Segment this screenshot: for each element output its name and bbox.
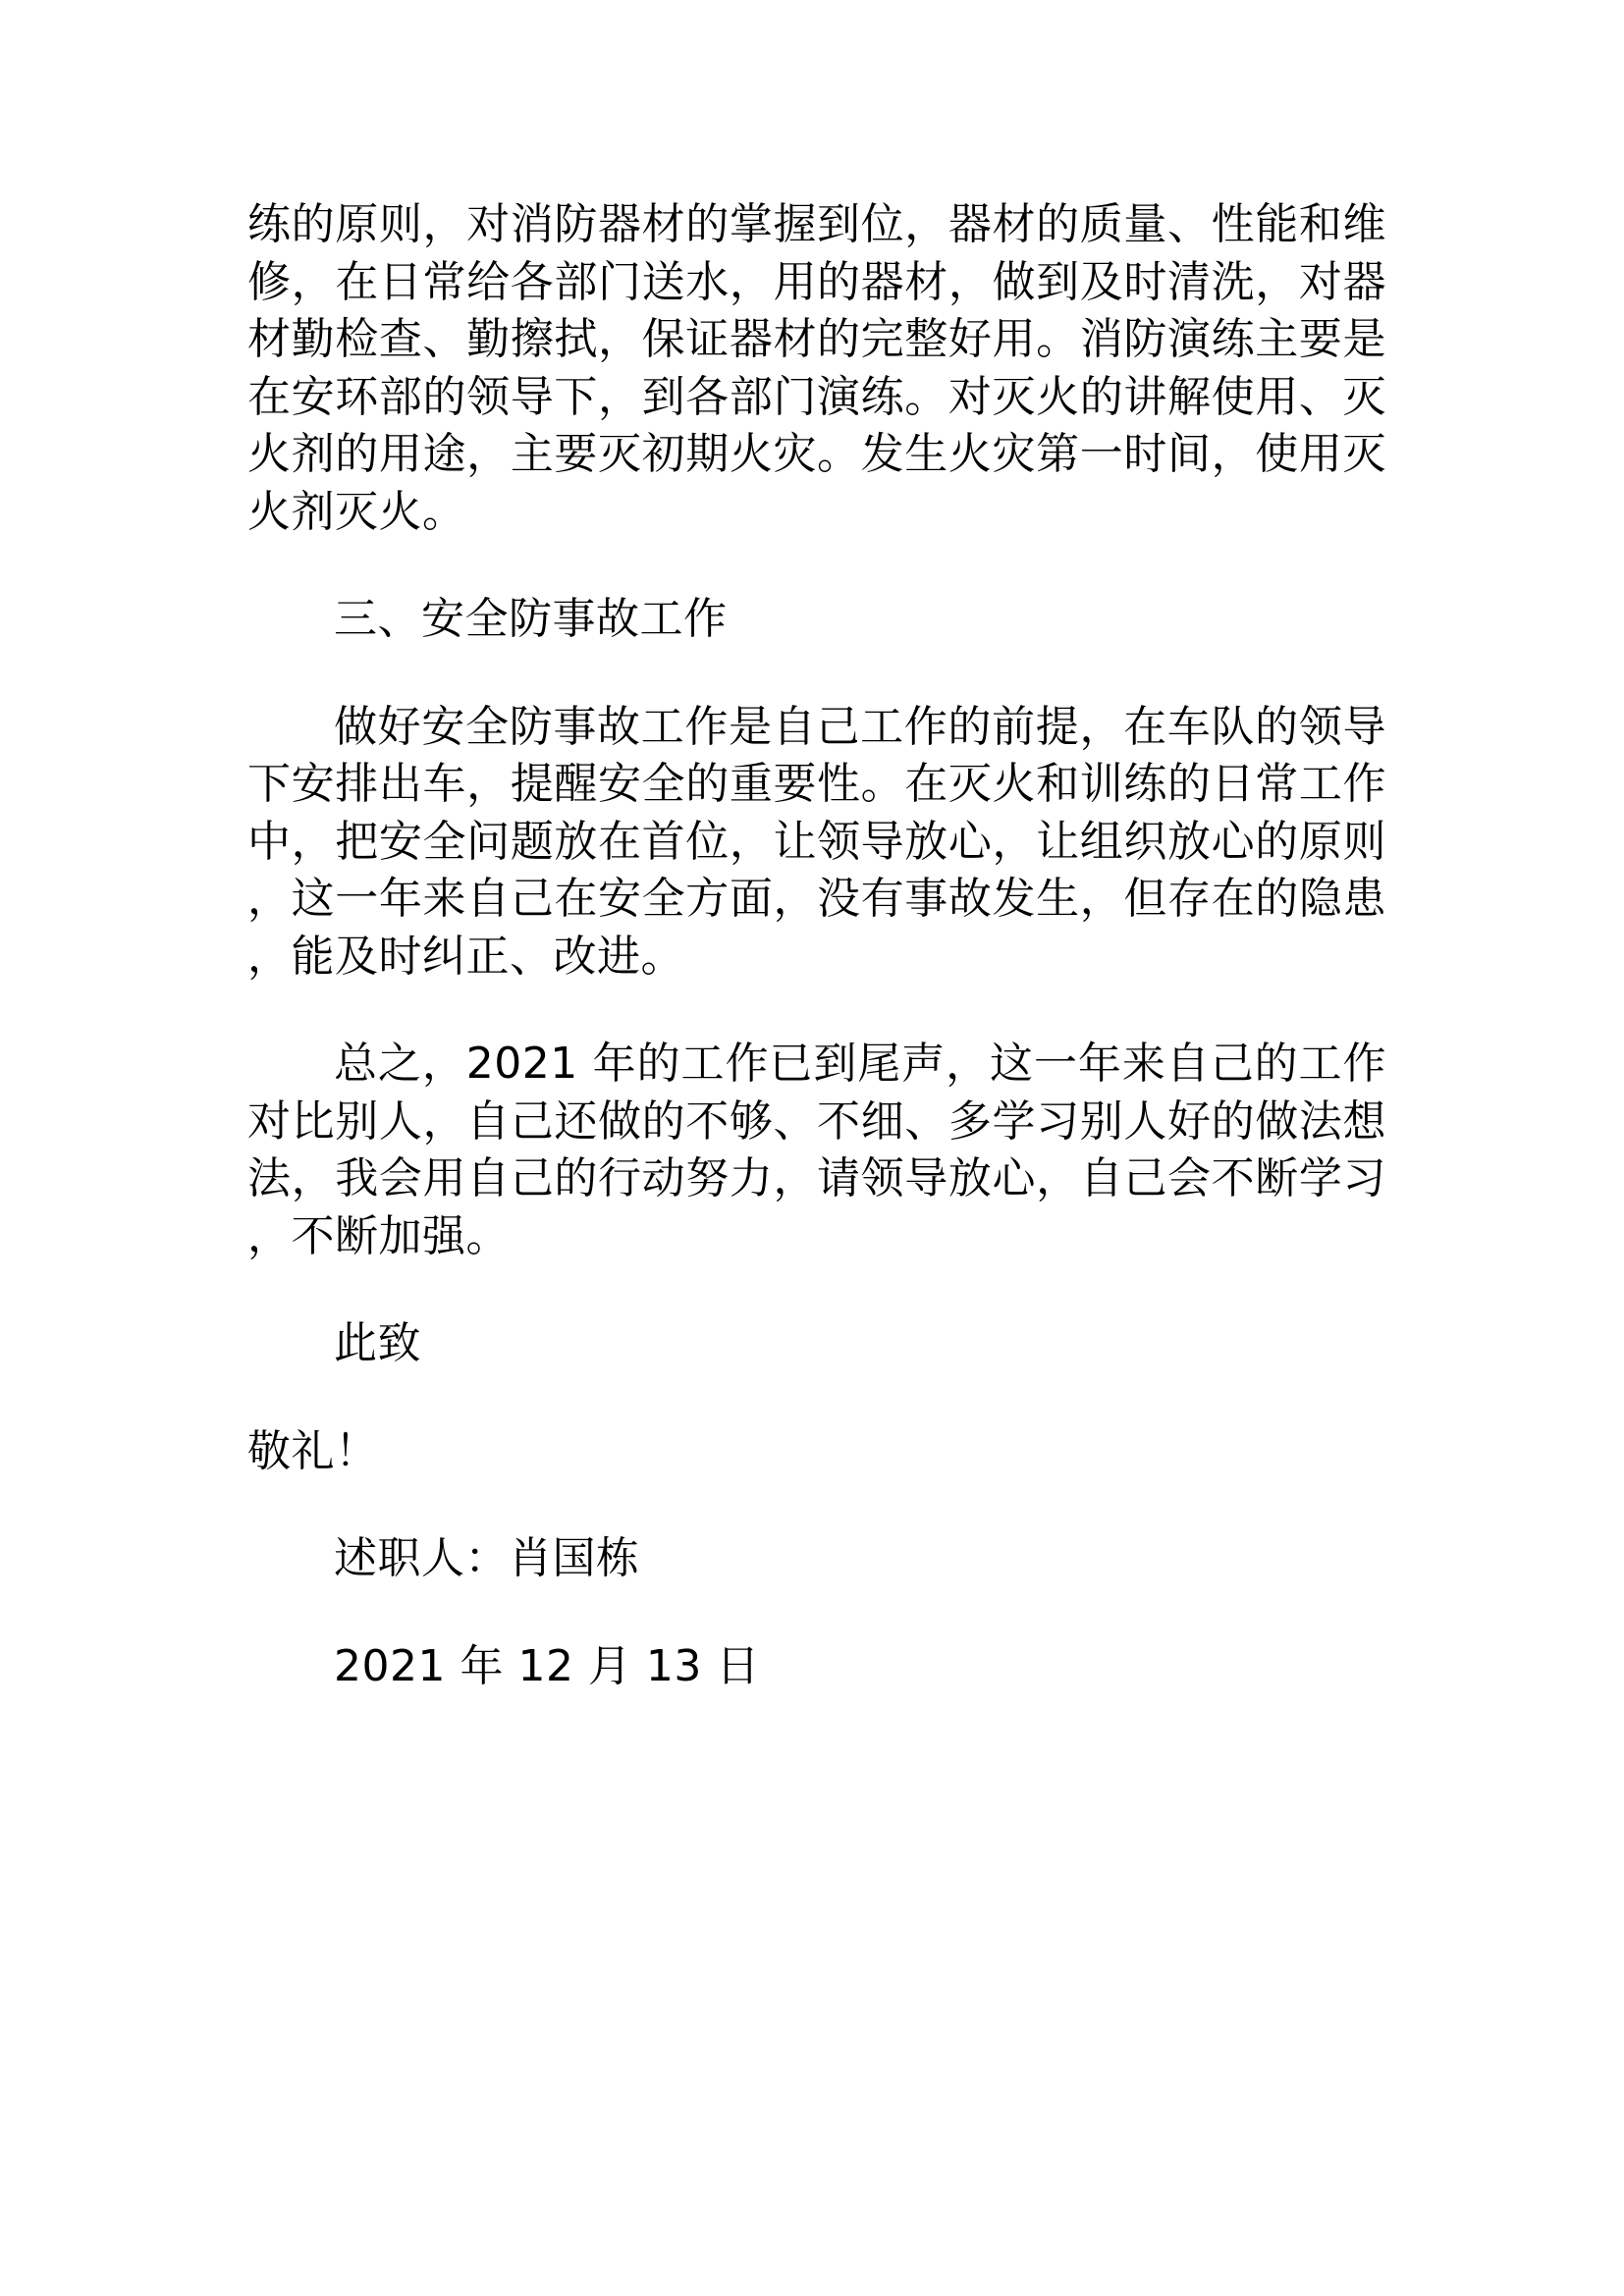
body-paragraph-summary: 总之，2021 年的工作已到尾声，这一年来自己的工作对比别人，自己还做的不够、不细、多学习别人好的做法想法，我会用自己的行动努力，请领导放心，自己会不断学习，不断加强。 bbox=[247, 1039, 1386, 1261]
signature-line: 述职人：肖国栋 bbox=[334, 1533, 640, 1583]
document-date: 2021 年 12 月 13 日 bbox=[334, 1640, 760, 1691]
body-paragraph-safety: 做好安全防事故工作是自己工作的前提，在车队的领导下安排出车，提醒安全的重要性。在灭火和训练的日常工作中，把安全问题放在首位，让领导放心，让组织放心的原则，这一年来自己在安全方面，没有事故发生，但存在的隐患，能及时纠正、改进。 bbox=[247, 701, 1386, 982]
section-heading-safety: 三、安全防事故工作 bbox=[334, 594, 728, 644]
document-body bbox=[247, 196, 1386, 1695]
body-paragraph-fire-equipment: 练的原则，对消防器材的掌握到位，器材的质量、性能和维修，在日常给各部门送水，用的器材，做到及时清洗，对器材勤检查、勤擦拭，保证器材的完整好用。消防演练主要是在安环部的领导下，到各部门演练。对灭火的讲解使用、灭火剂的用途，主要灭初期火灾。发生火灾第一时间，使用灭火剂灭火。 bbox=[247, 199, 1386, 537]
closing-regards: 敬礼！ bbox=[247, 1425, 379, 1476]
closing-salutation: 此致 bbox=[334, 1318, 421, 1368]
